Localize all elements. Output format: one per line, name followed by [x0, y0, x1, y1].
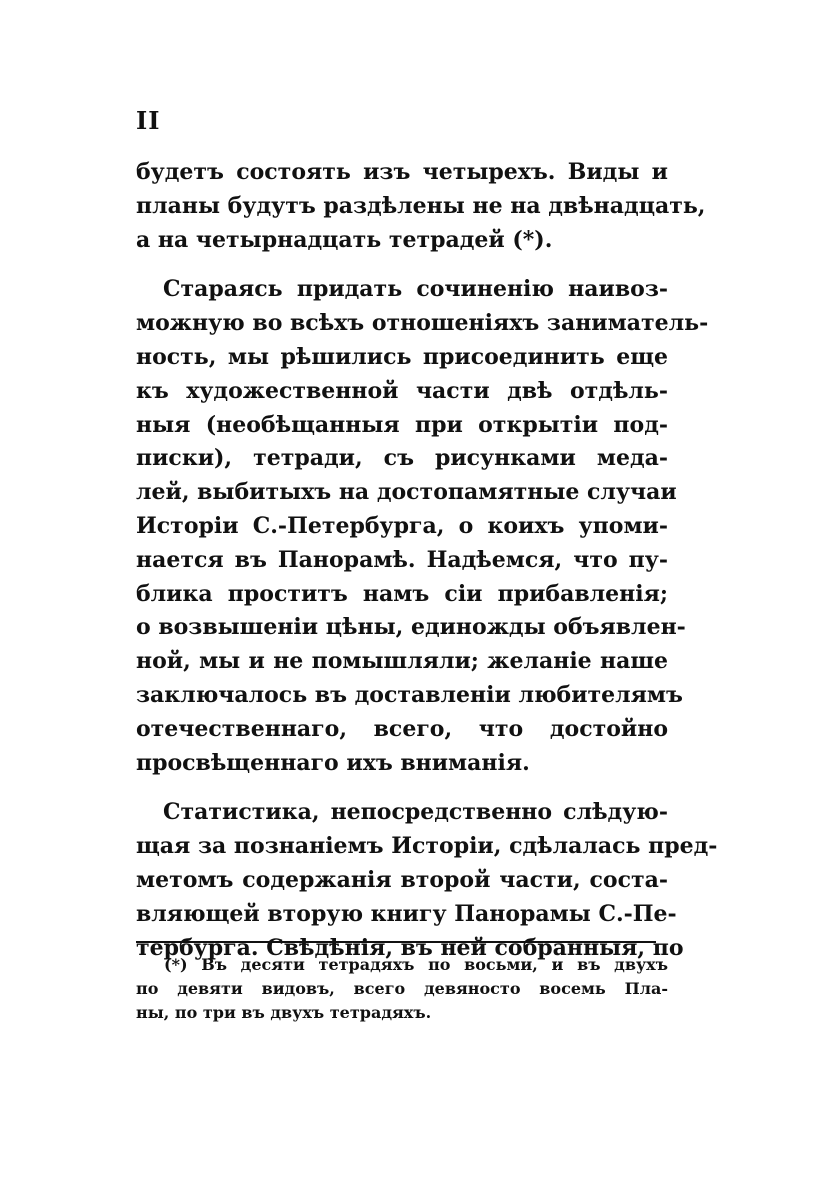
text-line: ныя (необѣщанныя при открытіи под- [136, 411, 668, 438]
text-line: просвѣщеннаго ихъ вниманія. [136, 749, 530, 776]
text-line: а на четырнадцать тетрадей (*). [136, 226, 553, 253]
text-line: вляющей вторую книгу Панорамы С.-Пе- [136, 900, 677, 927]
page-number: II [136, 106, 161, 135]
text-line: къ художественной части двѣ отдѣль- [136, 377, 668, 404]
text-line: отечественнаго, всего, что достойно [136, 715, 668, 742]
footnote-line: (*) Въ десяти тетрадяхъ по восьми, и въ двухъ [164, 955, 668, 974]
main-text [136, 156, 718, 965]
text-line: нается въ Панорамѣ. Надѣемся, что пу- [136, 546, 668, 573]
text-line: о возвышеніи цѣны, единожды объявлен- [136, 614, 686, 641]
text-line: писки), тетради, съ рисунками меда- [136, 445, 668, 472]
paragraph-gap [136, 780, 668, 796]
paragraph-gap [136, 257, 668, 273]
text-line: ность, мы рѣшились присоединить еще [136, 343, 668, 370]
text-line: ной, мы и не помышляли; желаніе наше [136, 648, 668, 675]
footnote-line: ны, по три въ двухъ тетрадяхъ. [136, 1003, 432, 1022]
text-line: заключалось въ доставленіи любителямъ [136, 681, 683, 708]
text-line: блика проститъ намъ сіи прибавленія; [136, 580, 668, 607]
text-line: можную во всѣхъ отношеніяхъ заниматель- [136, 310, 709, 337]
text-line: Статистика, непосредственно слѣдую- [163, 799, 668, 826]
text-line: лей, выбитыхъ на достопамятные случаи [136, 479, 677, 506]
text-line: Исторіи С.-Петербурга, о коихъ упоми- [136, 512, 668, 539]
footnote [136, 953, 668, 1025]
text-line: щая за познаніемъ Исторіи, сдѣлалась пред- [136, 833, 718, 860]
text-line: метомъ содержанія второй части, соста- [136, 866, 668, 893]
text-line: Стараясь придать сочиненію наивоз- [163, 276, 668, 303]
text-line: будетъ состоять изъ четырехъ. Виды и [136, 159, 668, 185]
footnote-line: по девяти видовъ, всего девяносто восемь Пла- [136, 979, 668, 998]
footnote-divider [136, 941, 656, 943]
text-line: планы будутъ раздѣлены не на двѣнадцать, [136, 192, 706, 219]
text-line: тербурга. Свѣдѣнія, въ ней собранныя, по [136, 934, 684, 961]
